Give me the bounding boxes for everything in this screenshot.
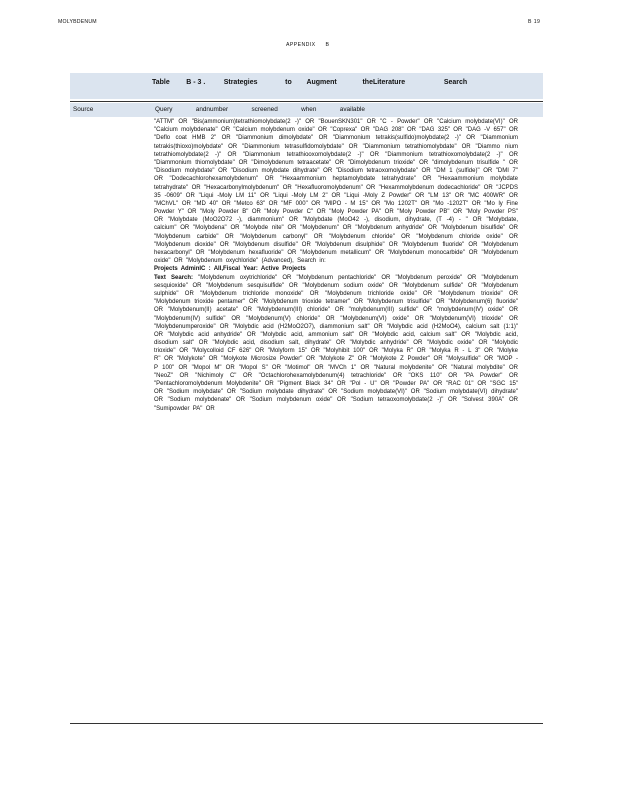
title-word: Table bbox=[152, 77, 170, 86]
query-header-word: Query bbox=[155, 106, 173, 113]
appendix-word: APPENDIX bbox=[286, 42, 316, 48]
title-word: Strategies bbox=[223, 77, 258, 86]
table-rule-top bbox=[70, 101, 543, 102]
source-column-header: Source bbox=[73, 106, 94, 113]
query-header-word: when bbox=[301, 106, 317, 113]
title-word: B - 3 . bbox=[186, 77, 206, 86]
query-paragraph: "ATTM" OR "Bis(ammonium)tetrathiomolybdate(2 -)" OR "BouenSKN301" OR "C - Powder" OR "Calcium molybdate(VI)" OR "Calcium molybdenate" OR "Calcium molybdenum oxide" OR "Coprexa" OR "DAG 208" OR "DAG 325" OR "DAG -V 657" OR "Deflo coat HMB 2" OR "Diammonium dimolybdate" OR "Diammonium tetrakis(sulfido)molybdate(2 -)" OR "Diammonium tetrakis(thioxo)molybdate" OR "Diammonium tetrasulfidomolybdate" OR "Diammonium tetrathiomolybdate" OR "Diammo nium tetrathiomolybdate(2 -)" OR "Diammonium tetrathiooxomolybdate(2 -)" OR "Diammonium tetrathioxomolybdate(2 -)" OR "Diammonium thiomolybdate" OR "Dimolybdenum tetraacetate" OR "Dimolybdenum trioxide" OR "dimolybdenum trisulfide " OR "Disodium molybdate" OR "Disodium molybdate dihydrate" OR "Disodium tetraoxomolybdate" OR "DM 1 (sulfide)" OR "DMI 7" OR "Dodecachlorohexamolybdenum" OR "Hexaammonium heptamolybdate tetrahydrate" OR "Hexaammonium molybdate tetrahydrate" OR "Hexacarbonylmolybdenum" OR "Hexafluoromolybdenum" OR "Hexammolybdenum dodecachloride" OR "JCPDS 35 -0609" OR "Liqui -Moly LM 11" OR "Liqui -Moly LM 2" OR "Liqui -Moly Z Powder" OR "LM 13" OR "MC 400WR" OR "MChVL" OR "MD 40" OR "Metco 63" OR "MF 000" OR "MIPO - M 15" OR "Mo 1202T" OR "Mo -1202T" OR "Mo ly Fine Powder Y" OR "Moly Powder B" OR "Moly Powder C" OR "Moly Powder PA" OR "Moly Powder PB" OR "Moly Powder PS" OR "Molybdate (MoO2O72 -), diammonium" OR "Molybdate (MoO42 -), disodium, dihydrate, (T -4) - " OR "Molybdate, calcium" OR "Molybdena" OR "Molybde nite" OR "Molybdenum" OR "Molybdenum anhydride" OR "Molybdenum bisulfide" OR "Molybdenum carbide" OR "Molybdenum carbonyl" OR "Molybdenum chloride" OR "Molybdenum chloride oxide" OR "Molybdenum dioxide" OR "Molybdenum disulfide" OR "Molybdenum disulphide" OR "Molybdenum fluoride" OR "Molybdenum hexacarbonyl" OR "Molybdenum hexafluoride" OR "Molybdenum metallicum" OR "Molybdenum monocarbide" OR "Molybdenum oxide" OR "Molybdenum oxychloride" (Advanced), Search in: bbox=[154, 119, 518, 265]
title-word: theLiterature bbox=[362, 77, 406, 86]
text-search-paragraph bbox=[154, 274, 518, 413]
appendix-label bbox=[286, 42, 329, 48]
table-rule-bottom bbox=[70, 723, 543, 724]
query-column-header bbox=[155, 106, 365, 113]
projects-line: Projects AdminIC : All,Fiscal Year: Active Projects bbox=[154, 266, 306, 273]
running-head-page-number: B 19 bbox=[528, 19, 541, 25]
table-title bbox=[152, 77, 468, 86]
running-head-left: MOLYBDENUM bbox=[58, 19, 97, 25]
appendix-letter: B bbox=[325, 42, 330, 48]
query-header-word: screened bbox=[251, 106, 278, 113]
title-word: to bbox=[285, 77, 292, 86]
query-header-word: andnumber bbox=[195, 106, 229, 113]
text-search-terms: "Molybdenum oxytrichloride" OR "Molybdenum pentachloride" OR "Molybdenum peroxide" OR "Molybdenum sesquioxide" OR "Molybdenum sesquisulfide" OR "Molybdenum sodium oxide" OR "Molybdenum sulfide" OR "Molybdenum sulphide" OR "Molybdenum trichloride monoxide" OR "Molybdenum trichloride oxide" OR "Molybdenum trioxide" OR "Molybdenum trioxide pentamer" OR "Molybdenum trioxide tetramer" OR "Molybdenum trisulfide" OR "Molybdenum(6) fluoride" OR "Molybdenum(II) acetate" OR "Molybdenum(III) chloride" OR "molybdenum(III) sulfide" OR "molybdenum(IV) oxide" OR "Molybdenum(IV) sulfide" OR "Molybdenum(V) chloride" OR "Molybdenum(VI) oxide" OR "Molybdenum(VI) trioxide" OR "Molybdenumperoxide" OR "Molybdic acid (H2MoO2O7), diammonium salt" OR "Molybdic acid (H2MoO4), calcium salt (1:1)" OR "Molybdic acid anhydride" OR "Molybdic acid, ammonium salt" OR "Molybdic acid, calcium salt" OR "Molybdic acid, disodium salt" OR "Molybdic acid, disodium salt, dihydrate" OR "Molybdic anhydride" OR "Molybdic oxide" OR "Molybdic trioxide" OR "Molycolloid CF 626" OR "Molyform 15" OR "Molyhibit 100" OR "Molyka R" OR "Molyka R - L 3" OR "Molyke R" OR "Molykote" OR "Molykote Microsize Powder" OR "Molykote Z" OR "Molykote Z Powder" OR "Molysulfide" OR "MOP - P 100" OR "Mopol M" OR "Mopol S" OR "Motimol" OR "MVCh 1" OR "Natural molybdenite" OR "Natural molybdite" OR "NeoZ" OR "Nichimoly C" OR "Octachlorohexamolybdenum(4) tetrachloride" OR "OKS 110" OR "PA Powder" OR "Pentachloromolybdenum Molybdenite" OR "Pigment Black 34" OR "Pol - U" OR "Powder PA" OR "RAC 01" OR "SGC 15" OR "Sodium molybdate" OR "Sodium molybdate dihydrate" OR "Sodium molybdate(VI)" OR "Sodium molybdate(VI) dihydrate" OR "Sodium molybdenate" OR "Sodium molybdenum oxide" OR "Sodium tetraoxomolybdate(2 -)" OR "Solvest 390A" OR "Sumipowder PA" OR bbox=[154, 274, 518, 412]
text-search-label: Text Search: bbox=[154, 274, 194, 281]
title-word: Augment bbox=[306, 77, 337, 86]
search-query-text bbox=[154, 118, 518, 413]
query-header-word: available bbox=[339, 106, 365, 113]
title-word: Search bbox=[443, 77, 468, 86]
